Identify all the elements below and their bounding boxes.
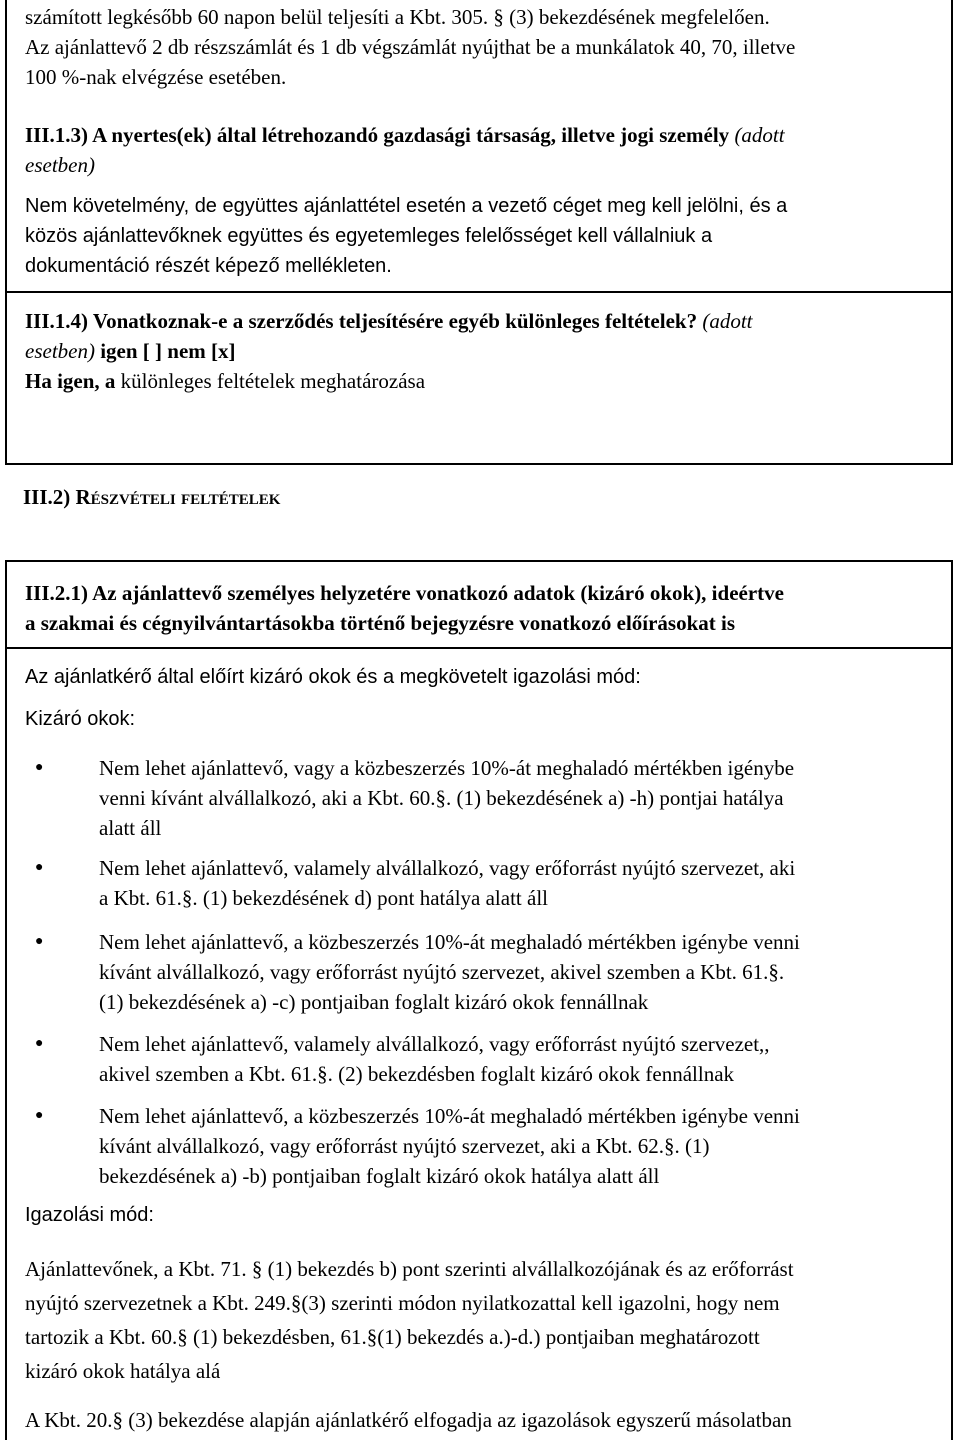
box2-top-border (7, 560, 951, 562)
bullet-icon: ● (35, 1108, 44, 1123)
last-paragraph-line: A Kbt. 20.§ (3) bekezdése alapján ajánlatkérő elfogadja az igazolások egyszerű másolatban (25, 1408, 792, 1432)
payment-line-3: 100 %-nak elvégzése esetében. (25, 65, 287, 89)
para-iii-1-3-line-1: Nem követelmény, de együttes ajánlattétel esetén a vezető céget meg kell jelölni, és a (25, 195, 788, 217)
list-item-line: a Kbt. 61.§. (1) bekezdésének d) pont hatálya alatt áll (99, 886, 548, 910)
igazolasi-line-4: kizáró okok hatálya alá (25, 1359, 221, 1383)
heading-iii-1-3-adott: (adott (734, 123, 785, 147)
section-title-iii-2 (23, 482, 946, 512)
igazolasi-paragraph (25, 1252, 937, 1388)
list-item (99, 927, 927, 1017)
ha-igen-label: Ha igen, a (25, 369, 116, 393)
igazolasi-line-2: nyújtó szervezetnek a Kbt. 249.§(3) szerinti módon nyilatkozattal kell igazolni, hogy nem (25, 1291, 780, 1315)
list-item-line: kívánt alvállalkozó, vagy erőforrást nyújtó szervezet, akivel szemben a Kbt. 61.§. (99, 960, 785, 984)
list-item-line: venni kívánt alvállalkozó, aki a Kbt. 60.§. (1) bekezdésének a) -h) pontjai hatálya (99, 786, 784, 810)
list-item-line: akivel szemben a Kbt. 61.§. (2) bekezdésben foglalt kizáró okok fennállnak (99, 1062, 735, 1086)
list-item (99, 753, 927, 843)
section-box-iii-2 (5, 560, 953, 1440)
para-iii-1-3-line-2: közös ajánlattevőknek együttes és egyetemleges felelősséget kell vállalniuk a (25, 225, 713, 247)
heading-iii-1-4-text: III.1.4) Vonatkoznak-e a szerződés teljesítésére egyéb különleges feltételek? (25, 309, 698, 333)
payment-paragraph (25, 2, 937, 92)
list-item-line: Nem lehet ajánlattevő, a közbeszerzés 10%-át meghaladó mértékben igénybe venni (99, 1104, 800, 1128)
divider-line (7, 647, 951, 649)
section-title-text: Részvételi feltételek (75, 485, 281, 509)
list-item-line: bekezdésének a) -b) pontjaiban foglalt kizáró okok hatálya alatt áll (99, 1164, 660, 1188)
kizaro-okok-label: Kizáró okok: (25, 708, 136, 730)
igazolasi-line-1: Ajánlattevőnek, a Kbt. 71. § (1) bekezdés b) pont szerinti alvállalkozójának és az erőforrást (25, 1257, 794, 1281)
list-item-line: Nem lehet ajánlattevő, valamely alvállalkozó, vagy erőforrást nyújtó szervezet,, (99, 1032, 770, 1056)
list-item-line: Nem lehet ajánlattevő, valamely alvállalkozó, vagy erőforrást nyújtó szervezet, aki (99, 856, 796, 880)
heading-iii-1-4 (25, 306, 937, 396)
heading-iii-1-3-text: III.1.3) A nyertes(ek) által létrehozandó gazdasági társaság, illetve jogi személy (25, 123, 730, 147)
bullet-icon: ● (35, 934, 44, 949)
heading-iii-1-3 (25, 120, 937, 180)
section-title-number: III.2) (23, 485, 76, 509)
heading-iii-1-4-adott: (adott (702, 309, 753, 333)
igen-nem-choice: igen [ ] nem [x] (100, 339, 236, 363)
divider-line (7, 291, 951, 293)
paragraph-iii-1-3 (25, 191, 937, 281)
heading-iii-2-1-line-2: a szakmai és cégnyilvántartásokba történő bejegyzésre vonatkozó előírásokat is (25, 611, 736, 635)
payment-line-1: számított legkésőbb 60 napon belül teljesíti a Kbt. 305. § (3) bekezdésének megfelelően. (25, 5, 770, 29)
igazolasi-line-3: tartozik a Kbt. 60.§ (1) bekezdésben, 61.§(1) bekezdés a.)-d.) pontjaiban meghatározott (25, 1325, 760, 1349)
para-iii-1-3-line-3: dokumentáció részét képező mellékleten. (25, 255, 392, 277)
intro-text: Az ajánlatkérő által előírt kizáró okok és a megkövetelt igazolási mód: (25, 666, 641, 688)
section-box-iii-1 (5, 0, 953, 465)
heading-iii-2-1 (25, 578, 937, 638)
bullet-icon: ● (35, 760, 44, 775)
bullet-icon: ● (35, 860, 44, 875)
heading-iii-1-4-esetben: esetben) (25, 339, 95, 363)
heading-iii-2-1-line-1: III.2.1) Az ajánlattevő személyes helyzetére vonatkozó adatok (kizáró okok), ideértve (25, 581, 784, 605)
list-item (99, 1029, 927, 1089)
list-item-line: alatt áll (99, 816, 162, 840)
list-item-line: Nem lehet ajánlattevő, vagy a közbeszerzés 10%-át meghaladó mértékben igénybe (99, 756, 795, 780)
heading-iii-1-3-esetben: esetben) (25, 153, 95, 177)
list-item (99, 853, 927, 913)
kulonleges-feltetelek-label: különleges feltételek meghatározása (120, 369, 426, 393)
list-item-line: (1) bekezdésének a) -c) pontjaiban foglalt kizáró okok fennállnak (99, 990, 649, 1014)
list-item-line: Nem lehet ajánlattevő, a közbeszerzés 10%-át meghaladó mértékben igénybe venni (99, 930, 800, 954)
payment-line-2: Az ajánlattevő 2 db részszámlát és 1 db végszámlát nyújthat be a munkálatok 40, 70, illetve (25, 35, 796, 59)
igazolasi-mod-label: Igazolási mód: (25, 1204, 154, 1226)
list-item (99, 1101, 927, 1191)
bullet-icon: ● (35, 1036, 44, 1051)
list-item-line: kívánt alvállalkozó, vagy erőforrást nyújtó szervezet, aki a Kbt. 62.§. (1) (99, 1134, 710, 1158)
